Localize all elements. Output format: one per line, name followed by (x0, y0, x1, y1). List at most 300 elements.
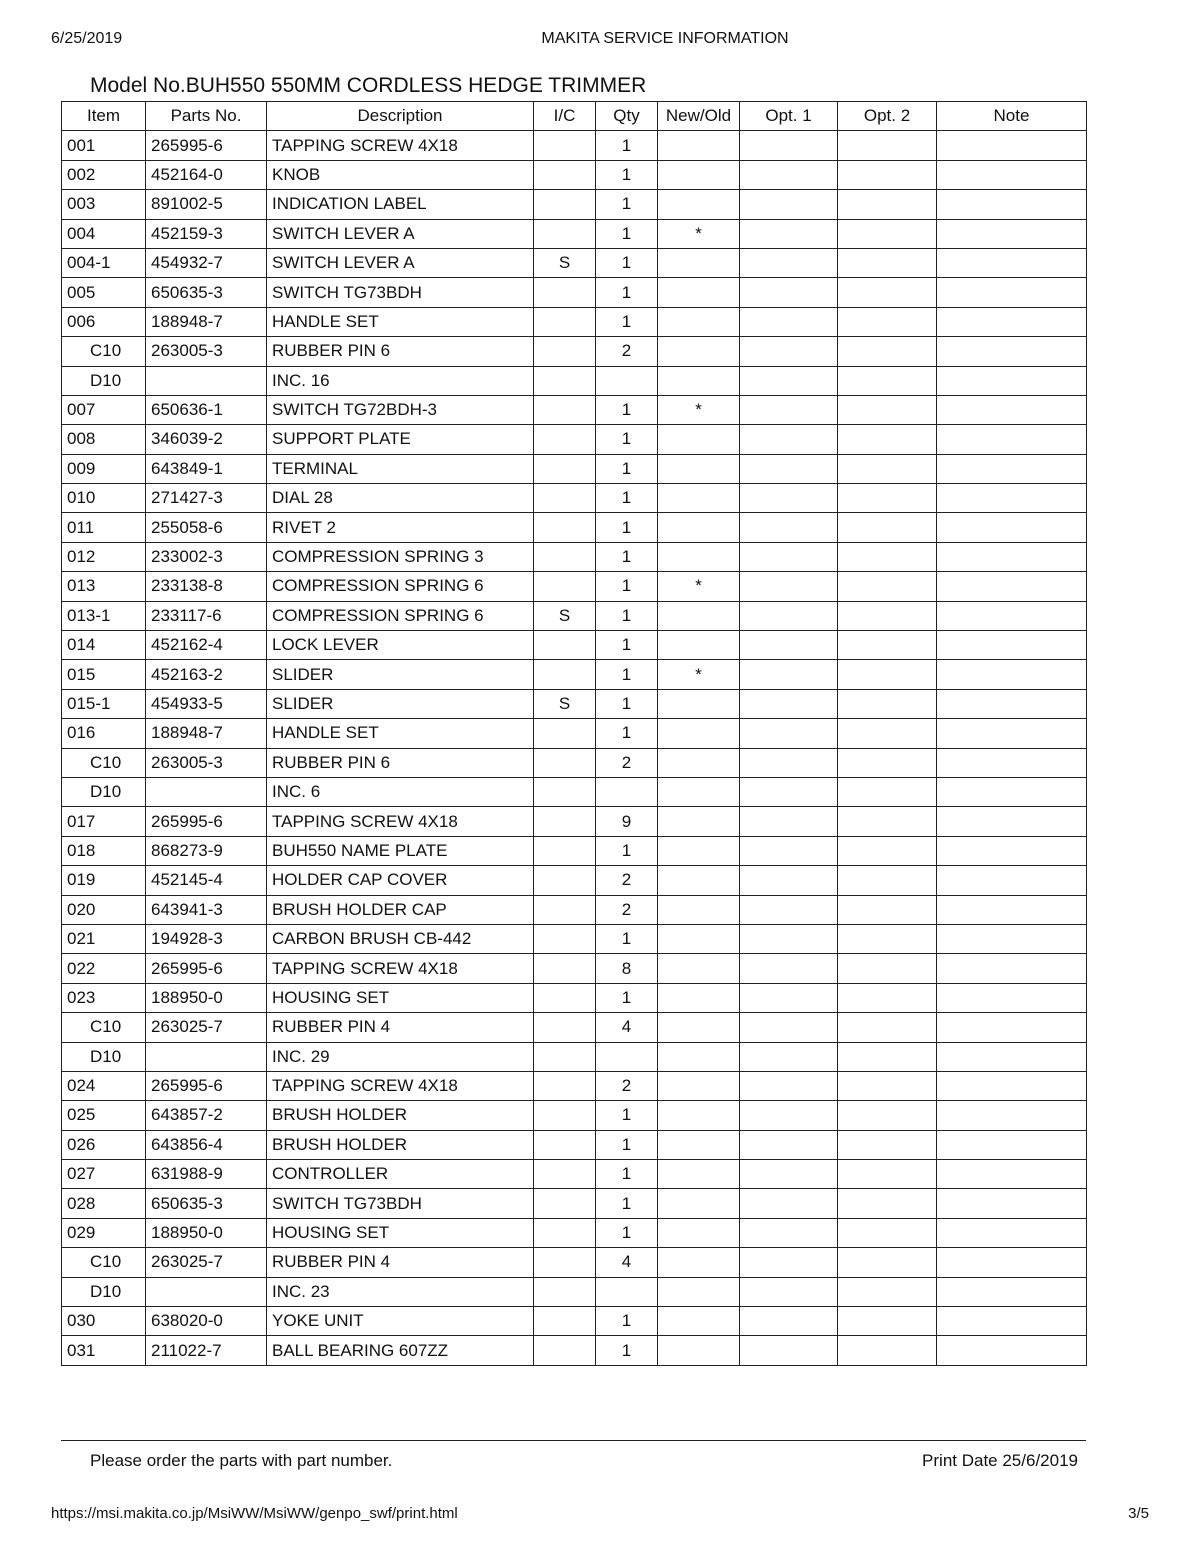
cell-opt1 (740, 278, 838, 307)
cell-new-old (658, 337, 740, 366)
table-row (62, 1101, 1087, 1130)
table-row (62, 542, 1087, 571)
cell-opt2 (838, 337, 937, 366)
table-row (62, 219, 1087, 248)
cell-new-old (658, 1277, 740, 1306)
cell-new-old (658, 1013, 740, 1042)
table-row (62, 1042, 1087, 1071)
cell-opt1 (740, 748, 838, 777)
cell-new-old (658, 1218, 740, 1247)
cell-note (937, 513, 1087, 542)
cell-opt1 (740, 983, 838, 1012)
cell-opt2 (838, 454, 937, 483)
cell-item: 018 (62, 836, 146, 865)
cell-opt2 (838, 1160, 937, 1189)
cell-new-old: * (658, 219, 740, 248)
cell-new-old (658, 1101, 740, 1130)
cell-qty: 1 (596, 836, 658, 865)
cell-ic (534, 983, 596, 1012)
table-row (62, 425, 1087, 454)
cell-opt1 (740, 1248, 838, 1277)
col-header-note: Note (937, 102, 1087, 131)
cell-ic (534, 836, 596, 865)
cell-parts-no: 233117-6 (146, 601, 267, 630)
cell-note (937, 190, 1087, 219)
cell-item: D10 (62, 1277, 146, 1306)
cell-item: 005 (62, 278, 146, 307)
cell-opt1 (740, 601, 838, 630)
cell-note (937, 484, 1087, 513)
cell-opt2 (838, 1101, 937, 1130)
cell-ic (534, 895, 596, 924)
cell-ic (534, 160, 596, 189)
cell-description: SLIDER (267, 689, 534, 718)
cell-new-old (658, 1042, 740, 1071)
cell-description: RUBBER PIN 4 (267, 1248, 534, 1277)
cell-qty: 1 (596, 542, 658, 571)
table-row (62, 1013, 1087, 1042)
cell-opt2 (838, 719, 937, 748)
cell-item: 019 (62, 866, 146, 895)
print-header-date: 6/25/2019 (51, 30, 123, 47)
cell-description: CONTROLLER (267, 1160, 534, 1189)
table-row (62, 1130, 1087, 1159)
table-row (62, 836, 1087, 865)
cell-opt1 (740, 395, 838, 424)
cell-opt1 (740, 777, 838, 806)
footer-divider (61, 1440, 1086, 1441)
cell-opt1 (740, 454, 838, 483)
cell-item: 016 (62, 719, 146, 748)
table-row (62, 307, 1087, 336)
cell-ic (534, 1101, 596, 1130)
cell-ic (534, 1248, 596, 1277)
cell-note (937, 366, 1087, 395)
cell-new-old (658, 513, 740, 542)
cell-parts-no: 346039-2 (146, 425, 267, 454)
cell-qty: 1 (596, 1336, 658, 1365)
cell-note (937, 131, 1087, 160)
cell-item: D10 (62, 1042, 146, 1071)
cell-note (937, 337, 1087, 366)
cell-qty: 1 (596, 160, 658, 189)
cell-new-old (658, 366, 740, 395)
cell-description: INDICATION LABEL (267, 190, 534, 219)
cell-description: INC. 23 (267, 1277, 534, 1306)
cell-note (937, 631, 1087, 660)
cell-opt1 (740, 807, 838, 836)
cell-qty: 1 (596, 572, 658, 601)
cell-description: SWITCH TG73BDH (267, 1189, 534, 1218)
cell-qty: 1 (596, 219, 658, 248)
cell-parts-no: 643941-3 (146, 895, 267, 924)
cell-description: DIAL 28 (267, 484, 534, 513)
cell-qty: 1 (596, 513, 658, 542)
table-row (62, 1218, 1087, 1247)
cell-opt1 (740, 719, 838, 748)
cell-qty: 1 (596, 131, 658, 160)
cell-description: HANDLE SET (267, 307, 534, 336)
cell-description: SWITCH TG73BDH (267, 278, 534, 307)
cell-parts-no (146, 777, 267, 806)
cell-parts-no: 188948-7 (146, 307, 267, 336)
cell-opt1 (740, 131, 838, 160)
table-row (62, 748, 1087, 777)
cell-item: 021 (62, 924, 146, 953)
cell-opt2 (838, 307, 937, 336)
cell-opt2 (838, 983, 937, 1012)
cell-note (937, 1248, 1087, 1277)
cell-description: COMPRESSION SPRING 6 (267, 601, 534, 630)
cell-ic (534, 425, 596, 454)
cell-opt1 (740, 248, 838, 277)
cell-parts-no: 263025-7 (146, 1248, 267, 1277)
cell-new-old (658, 631, 740, 660)
cell-description: SLIDER (267, 660, 534, 689)
cell-opt1 (740, 425, 838, 454)
cell-item: 008 (62, 425, 146, 454)
cell-new-old (658, 719, 740, 748)
cell-opt2 (838, 425, 937, 454)
cell-parts-no: 650635-3 (146, 278, 267, 307)
cell-item: C10 (62, 1013, 146, 1042)
cell-opt1 (740, 1307, 838, 1336)
cell-item: 001 (62, 131, 146, 160)
cell-description: TAPPING SCREW 4X18 (267, 807, 534, 836)
cell-note (937, 1101, 1087, 1130)
cell-parts-no: 265995-6 (146, 954, 267, 983)
cell-qty: 1 (596, 1160, 658, 1189)
cell-opt1 (740, 660, 838, 689)
cell-description: YOKE UNIT (267, 1307, 534, 1336)
cell-item: 024 (62, 1071, 146, 1100)
cell-parts-no: 452159-3 (146, 219, 267, 248)
cell-description: HOUSING SET (267, 1218, 534, 1247)
cell-qty: 1 (596, 631, 658, 660)
cell-qty: 1 (596, 924, 658, 953)
cell-opt1 (740, 1101, 838, 1130)
cell-parts-no: 188950-0 (146, 983, 267, 1012)
cell-opt2 (838, 924, 937, 953)
cell-note (937, 219, 1087, 248)
cell-opt1 (740, 895, 838, 924)
cell-parts-no: 454933-5 (146, 689, 267, 718)
cell-opt2 (838, 395, 937, 424)
table-row (62, 1071, 1087, 1100)
cell-ic (534, 777, 596, 806)
cell-item: D10 (62, 777, 146, 806)
cell-parts-no: 631988-9 (146, 1160, 267, 1189)
cell-item: C10 (62, 337, 146, 366)
cell-note (937, 1130, 1087, 1159)
cell-qty: 1 (596, 248, 658, 277)
cell-note (937, 1277, 1087, 1306)
cell-opt2 (838, 219, 937, 248)
cell-opt2 (838, 1218, 937, 1247)
cell-parts-no: 194928-3 (146, 924, 267, 953)
cell-description: COMPRESSION SPRING 6 (267, 572, 534, 601)
cell-opt1 (740, 572, 838, 601)
table-row (62, 631, 1087, 660)
cell-opt2 (838, 836, 937, 865)
cell-item: 012 (62, 542, 146, 571)
cell-opt2 (838, 190, 937, 219)
cell-opt2 (838, 513, 937, 542)
cell-qty (596, 1042, 658, 1071)
cell-qty: 2 (596, 895, 658, 924)
cell-item: C10 (62, 748, 146, 777)
cell-parts-no: 891002-5 (146, 190, 267, 219)
cell-new-old (658, 160, 740, 189)
table-row (62, 866, 1087, 895)
cell-note (937, 542, 1087, 571)
cell-opt1 (740, 689, 838, 718)
cell-ic (534, 1277, 596, 1306)
table-row (62, 689, 1087, 718)
cell-ic (534, 1071, 596, 1100)
cell-new-old: * (658, 660, 740, 689)
cell-item: 010 (62, 484, 146, 513)
cell-new-old (658, 836, 740, 865)
cell-item: 002 (62, 160, 146, 189)
cell-item: 007 (62, 395, 146, 424)
cell-description: HOUSING SET (267, 983, 534, 1012)
cell-opt1 (740, 1013, 838, 1042)
cell-item: 014 (62, 631, 146, 660)
cell-opt1 (740, 1277, 838, 1306)
cell-qty: 1 (596, 983, 658, 1012)
cell-qty: 1 (596, 425, 658, 454)
cell-item: 029 (62, 1218, 146, 1247)
cell-new-old (658, 601, 740, 630)
cell-opt1 (740, 542, 838, 571)
cell-parts-no: 454932-7 (146, 248, 267, 277)
cell-ic (534, 807, 596, 836)
cell-ic (534, 866, 596, 895)
cell-note (937, 1307, 1087, 1336)
cell-new-old (658, 454, 740, 483)
col-header-item: Item (62, 102, 146, 131)
cell-new-old (658, 1071, 740, 1100)
cell-opt2 (838, 866, 937, 895)
cell-item: 025 (62, 1101, 146, 1130)
cell-new-old (658, 777, 740, 806)
table-row (62, 160, 1087, 189)
cell-description: BRUSH HOLDER (267, 1101, 534, 1130)
cell-qty: 1 (596, 689, 658, 718)
cell-ic (534, 1189, 596, 1218)
cell-qty (596, 1277, 658, 1306)
cell-new-old (658, 1130, 740, 1159)
cell-new-old: * (658, 572, 740, 601)
table-header-row (62, 102, 1087, 131)
cell-ic (534, 719, 596, 748)
cell-parts-no: 265995-6 (146, 1071, 267, 1100)
cell-note (937, 1336, 1087, 1365)
cell-item: 004 (62, 219, 146, 248)
cell-description: TAPPING SCREW 4X18 (267, 131, 534, 160)
cell-description: INC. 29 (267, 1042, 534, 1071)
cell-new-old (658, 1160, 740, 1189)
table-row (62, 190, 1087, 219)
cell-ic (534, 954, 596, 983)
cell-opt2 (838, 689, 937, 718)
cell-new-old (658, 190, 740, 219)
cell-parts-no: 233138-8 (146, 572, 267, 601)
cell-opt1 (740, 866, 838, 895)
cell-ic (534, 631, 596, 660)
cell-item: 028 (62, 1189, 146, 1218)
cell-parts-no: 452145-4 (146, 866, 267, 895)
cell-parts-no: 233002-3 (146, 542, 267, 571)
cell-opt2 (838, 748, 937, 777)
order-note: Please order the parts with part number. (90, 1451, 393, 1470)
cell-new-old (658, 954, 740, 983)
cell-opt2 (838, 542, 937, 571)
cell-new-old (658, 1336, 740, 1365)
cell-new-old (658, 748, 740, 777)
cell-ic (534, 1336, 596, 1365)
table-row (62, 983, 1087, 1012)
table-row (62, 719, 1087, 748)
cell-qty (596, 777, 658, 806)
cell-qty: 1 (596, 719, 658, 748)
cell-ic (534, 395, 596, 424)
table-row (62, 248, 1087, 277)
cell-qty: 2 (596, 748, 658, 777)
table-row (62, 513, 1087, 542)
cell-note (937, 866, 1087, 895)
cell-ic (534, 1042, 596, 1071)
cell-note (937, 1013, 1087, 1042)
cell-ic (534, 454, 596, 483)
cell-note (937, 601, 1087, 630)
cell-description: CARBON BRUSH CB-442 (267, 924, 534, 953)
cell-opt1 (740, 924, 838, 953)
cell-opt2 (838, 1130, 937, 1159)
cell-ic (534, 131, 596, 160)
cell-opt1 (740, 1042, 838, 1071)
cell-ic (534, 924, 596, 953)
cell-description: HOLDER CAP COVER (267, 866, 534, 895)
cell-new-old (658, 807, 740, 836)
page-url: https://msi.makita.co.jp/MsiWW/MsiWW/genpo_swf/print.html (51, 1505, 458, 1522)
cell-opt1 (740, 1160, 838, 1189)
cell-opt1 (740, 337, 838, 366)
cell-opt2 (838, 601, 937, 630)
cell-opt1 (740, 513, 838, 542)
cell-qty: 1 (596, 1307, 658, 1336)
cell-description: TERMINAL (267, 454, 534, 483)
table-row (62, 924, 1087, 953)
cell-description: COMPRESSION SPRING 3 (267, 542, 534, 571)
cell-opt2 (838, 807, 937, 836)
cell-opt2 (838, 1071, 937, 1100)
cell-item: 015 (62, 660, 146, 689)
cell-opt2 (838, 1336, 937, 1365)
cell-opt1 (740, 307, 838, 336)
cell-qty: 4 (596, 1248, 658, 1277)
cell-note (937, 719, 1087, 748)
cell-opt1 (740, 190, 838, 219)
table-row (62, 1277, 1087, 1306)
cell-new-old (658, 866, 740, 895)
cell-opt2 (838, 954, 937, 983)
cell-item: 023 (62, 983, 146, 1012)
cell-new-old (658, 131, 740, 160)
cell-qty: 1 (596, 1130, 658, 1159)
cell-new-old (658, 248, 740, 277)
table-row (62, 777, 1087, 806)
cell-new-old: * (658, 395, 740, 424)
cell-ic (534, 513, 596, 542)
cell-description: SWITCH LEVER A (267, 219, 534, 248)
parts-table-body (62, 131, 1087, 1365)
cell-new-old (658, 278, 740, 307)
cell-description: KNOB (267, 160, 534, 189)
cell-opt2 (838, 1307, 937, 1336)
cell-qty: 1 (596, 601, 658, 630)
col-header-new-old: New/Old (658, 102, 740, 131)
table-row (62, 1248, 1087, 1277)
col-header-opt1: Opt. 1 (740, 102, 838, 131)
cell-opt1 (740, 1218, 838, 1247)
cell-new-old (658, 484, 740, 513)
cell-new-old (658, 983, 740, 1012)
cell-parts-no: 188948-7 (146, 719, 267, 748)
cell-item: 003 (62, 190, 146, 219)
cell-ic (534, 748, 596, 777)
cell-opt1 (740, 160, 838, 189)
cell-description: RUBBER PIN 6 (267, 748, 534, 777)
cell-opt2 (838, 572, 937, 601)
cell-parts-no: 452164-0 (146, 160, 267, 189)
cell-new-old (658, 542, 740, 571)
cell-note (937, 1218, 1087, 1247)
cell-ic (534, 542, 596, 571)
cell-opt2 (838, 631, 937, 660)
model-title: Model No.BUH550 550MM CORDLESS HEDGE TRIMMER (90, 74, 647, 97)
table-row (62, 131, 1087, 160)
page-number: 3/5 (1128, 1505, 1149, 1522)
table-row (62, 954, 1087, 983)
cell-item: 009 (62, 454, 146, 483)
table-row (62, 601, 1087, 630)
table-row (62, 1160, 1087, 1189)
cell-description: TAPPING SCREW 4X18 (267, 954, 534, 983)
cell-note (937, 1189, 1087, 1218)
cell-description: BRUSH HOLDER CAP (267, 895, 534, 924)
cell-parts-no: 263005-3 (146, 748, 267, 777)
cell-opt2 (838, 484, 937, 513)
cell-note (937, 1160, 1087, 1189)
cell-opt1 (740, 1071, 838, 1100)
cell-item: 004-1 (62, 248, 146, 277)
cell-qty: 4 (596, 1013, 658, 1042)
cell-qty (596, 366, 658, 395)
table-row (62, 660, 1087, 689)
cell-parts-no: 263025-7 (146, 1013, 267, 1042)
cell-item: 022 (62, 954, 146, 983)
cell-parts-no: 643856-4 (146, 1130, 267, 1159)
cell-qty: 1 (596, 660, 658, 689)
cell-ic: S (534, 601, 596, 630)
cell-description: TAPPING SCREW 4X18 (267, 1071, 534, 1100)
cell-qty: 1 (596, 307, 658, 336)
cell-item: 006 (62, 307, 146, 336)
cell-ic: S (534, 248, 596, 277)
cell-note (937, 807, 1087, 836)
